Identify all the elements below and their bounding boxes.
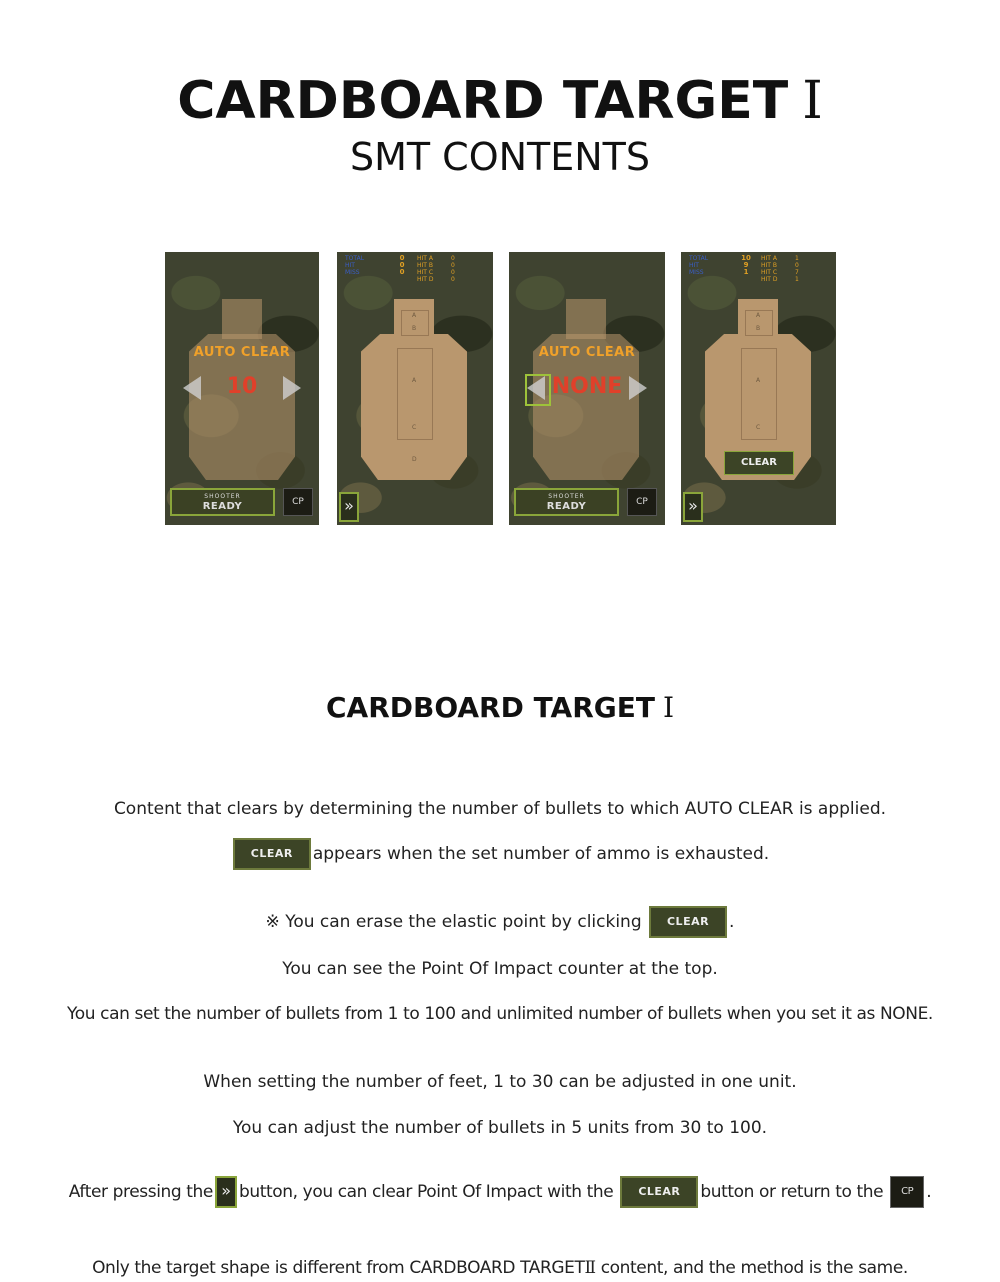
- counter-hit-b: 0: [451, 262, 455, 269]
- ready-label: READY: [202, 501, 243, 512]
- zone-label-a-body: A: [756, 377, 761, 384]
- shooter-label: SHOOTER: [204, 493, 241, 500]
- description-line-9-start: Only the target shape is different from CARDBOARD TARGET: [92, 1258, 585, 1278]
- counter-hit-c-label: HIT C: [417, 269, 434, 276]
- page-title-numeral: Ⅰ: [802, 71, 823, 131]
- auto-clear-value: NONE: [551, 374, 623, 399]
- page-title-text: CARDBOARD TARGET: [177, 71, 789, 131]
- counter-miss-label: MISS: [689, 269, 704, 276]
- description-line-9-numeral: Ⅱ: [584, 1258, 596, 1278]
- auto-clear-value: 10: [226, 374, 258, 399]
- counter-hit-c-label: HIT C: [761, 269, 778, 276]
- description-line-1: Content that clears by determining the number of bullets to which AUTO CLEAR is applied.: [113, 799, 887, 819]
- cp-button[interactable]: CP: [627, 488, 657, 516]
- inline-clear-button: CLEAR: [233, 838, 311, 870]
- shooter-ready-button[interactable]: [514, 488, 619, 516]
- description-line-8-start: After pressing the: [68, 1182, 213, 1202]
- description-line-8: [0, 1176, 1000, 1208]
- counter-miss: 0: [399, 268, 405, 276]
- page-subtitle: SMT CONTENTS: [349, 135, 651, 179]
- counter-hit-c: 0: [451, 269, 455, 276]
- counter-hit-a-label: HIT A: [417, 255, 433, 262]
- counter-miss: 1: [743, 268, 749, 276]
- counter-hit-label: HIT: [689, 262, 699, 269]
- section-title-numeral: Ⅰ: [662, 691, 675, 724]
- description-line-2-text: appears when the set number of ammo is exhausted.: [312, 844, 770, 864]
- section-title: [0, 688, 1000, 728]
- counter-hit-d-label: HIT D: [761, 276, 778, 283]
- screen-target-empty: [337, 252, 493, 525]
- section-title-text: CARDBOARD TARGET: [325, 691, 655, 724]
- impact-counter: [345, 255, 485, 283]
- cp-button[interactable]: CP: [283, 488, 313, 516]
- description-line-4: You can see the Point Of Impact counter at the top.: [282, 959, 718, 979]
- counter-hit-a-label: HIT A: [761, 255, 777, 262]
- arrow-right-icon[interactable]: [629, 376, 647, 400]
- clear-button[interactable]: CLEAR: [724, 451, 794, 475]
- zone-label-c: C: [756, 424, 761, 431]
- target-head: [222, 299, 262, 339]
- counter-hit-b: 0: [795, 262, 799, 269]
- zone-label-b: B: [412, 325, 417, 332]
- description-line-3-text: ※ You can erase the elastic point by clicking: [265, 912, 642, 932]
- shooter-ready-button[interactable]: [170, 488, 275, 516]
- description-line-3-end: .: [729, 912, 735, 932]
- arrow-right-icon[interactable]: [283, 376, 301, 400]
- counter-hit-b-label: HIT B: [417, 262, 433, 269]
- auto-clear-label: AUTO CLEAR: [193, 345, 291, 360]
- next-button[interactable]: »: [683, 492, 703, 522]
- ready-label: READY: [546, 501, 587, 512]
- target-head: [566, 299, 606, 339]
- zone-label-b: B: [756, 325, 761, 332]
- screenshot-gallery: [0, 252, 1000, 525]
- counter-total: 10: [741, 254, 751, 262]
- description-line-9: [0, 1255, 1000, 1281]
- counter-hit-label: HIT: [345, 262, 355, 269]
- description-line-8-after: button or return to the: [700, 1182, 884, 1202]
- description-line-7: You can adjust the number of bullets in 5 units from 30 to 100.: [232, 1118, 768, 1138]
- counter-hit-a: 0: [451, 255, 455, 262]
- zone-label-a: A: [412, 312, 417, 319]
- counter-hit-d-label: HIT D: [417, 276, 434, 283]
- description-line-5: You can set the number of bullets from 1 to 100 and unlimited number of bullets when you set it as NONE.: [67, 1004, 933, 1024]
- description-line-8-mid: button, you can clear Point Of Impact with the: [238, 1182, 614, 1202]
- counter-hit: 9: [743, 261, 749, 269]
- counter-hit-a: 1: [795, 255, 799, 262]
- inline-next-button: »: [215, 1176, 237, 1208]
- description-line-6: When setting the number of feet, 1 to 30 can be adjusted in one unit.: [203, 1072, 797, 1092]
- counter-hit-d: 1: [795, 276, 799, 283]
- counter-hit: 0: [399, 261, 405, 269]
- next-button[interactable]: »: [339, 492, 359, 522]
- screen-target-hits: [681, 252, 836, 525]
- shooter-label: SHOOTER: [548, 493, 585, 500]
- screen-auto-clear-none: [509, 252, 665, 525]
- counter-total-label: TOTAL: [345, 255, 365, 262]
- screen-auto-clear-10: [165, 252, 319, 525]
- counter-hit-d: 0: [451, 276, 455, 283]
- counter-hit-b-label: HIT B: [761, 262, 777, 269]
- counter-total: 0: [399, 254, 405, 262]
- auto-clear-label: AUTO CLEAR: [538, 345, 636, 360]
- impact-counter: [689, 255, 829, 283]
- counter-total-label: TOTAL: [689, 255, 709, 262]
- zone-label-a: A: [756, 312, 761, 319]
- description-line-3: [0, 906, 1000, 938]
- page-title: [0, 66, 1000, 136]
- zone-label-d: D: [412, 456, 417, 463]
- counter-miss-label: MISS: [345, 269, 360, 276]
- inline-clear-button: CLEAR: [620, 1176, 698, 1208]
- description-line-2: [0, 838, 1000, 870]
- description-line-9-end: content, and the method is the same.: [600, 1258, 908, 1278]
- counter-hit-c: 7: [795, 269, 799, 276]
- zone-label-a-body: A: [412, 377, 417, 384]
- description-line-8-end: .: [926, 1182, 932, 1202]
- inline-clear-button: CLEAR: [649, 906, 727, 938]
- zone-label-c: C: [412, 424, 417, 431]
- inline-cp-button: CP: [890, 1176, 924, 1208]
